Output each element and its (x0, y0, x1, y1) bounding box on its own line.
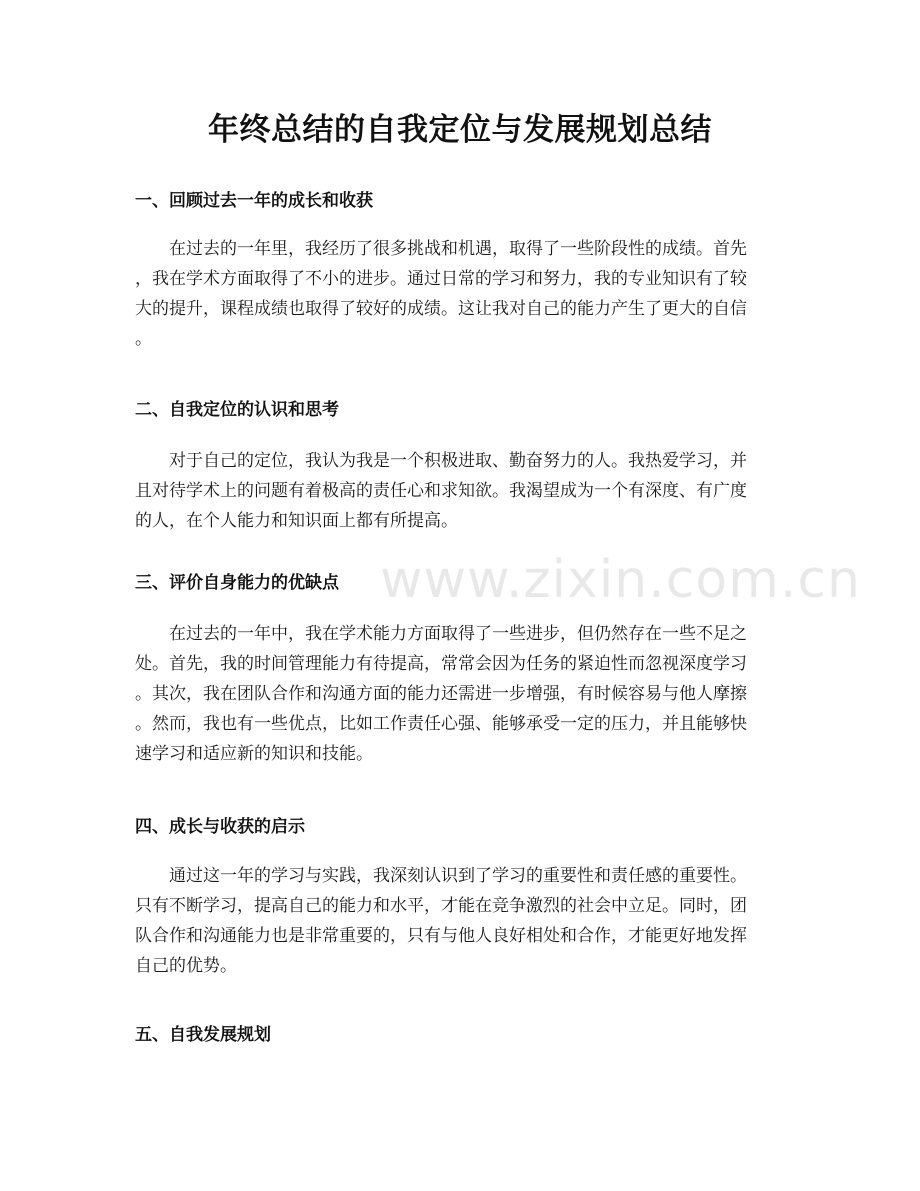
document-title: 年终总结的自我定位与发展规划总结 (208, 112, 712, 148)
section-heading-1: 一、回顾过去一年的成长和收获 (135, 191, 373, 211)
paragraph-line: 在过去的一年里，我经历了很多挑战和机遇，取得了一些阶段性的成绩。首先 (169, 239, 747, 259)
paragraph-line: 对于自己的定位，我认为我是一个积极进取、勤奋努力的人。我热爱学习，并 (169, 451, 747, 471)
watermark: www.zixin.com.cn (380, 550, 861, 610)
paragraph-line: 处。首先，我的时间管理能力有待提高，常常会因为任务的紧迫性而忽视深度学习 (135, 654, 747, 674)
paragraph-line: 。然而，我也有一些优点，比如工作责任心强、能够承受一定的压力，并且能够快 (135, 714, 747, 734)
section-heading-2: 二、自我定位的认识和思考 (135, 400, 339, 420)
section-paragraph-3 (135, 619, 785, 769)
paragraph-line: 的人，在个人能力和知识面上都有所提高。 (135, 511, 458, 531)
paragraph-line: 自己的优势。 (135, 956, 237, 976)
paragraph-line: 速学习和适应新的知识和技能。 (135, 744, 373, 764)
paragraph-line: ，我在学术方面取得了不小的进步。通过日常的学习和努力，我的专业知识有了较 (135, 269, 747, 289)
section-paragraph-1 (135, 234, 785, 354)
paragraph-line: 只有不断学习，提高自己的能力和水平，才能在竞争激烈的社会中立足。同时，团 (135, 896, 747, 916)
section-heading-3: 三、评价自身能力的优缺点 (135, 573, 339, 593)
paragraph-line: 。 (135, 329, 152, 349)
section-heading-4: 四、成长与收获的启示 (135, 817, 305, 837)
paragraph-line: 大的提升，课程成绩也取得了较好的成绩。这让我对自己的能力产生了更大的自信 (135, 299, 747, 319)
paragraph-line: 在过去的一年中，我在学术能力方面取得了一些进步，但仍然存在一些不足之 (169, 624, 747, 644)
paragraph-line: 通过这一年的学习与实践，我深刻认识到了学习的重要性和责任感的重要性。 (169, 866, 747, 886)
section-paragraph-2 (135, 446, 785, 536)
section-heading-5: 五、自我发展规划 (135, 1025, 271, 1045)
paragraph-line: 。其次，我在团队合作和沟通方面的能力还需进一步增强，有时候容易与他人摩擦 (135, 684, 747, 704)
paragraph-line: 且对待学术上的问题有着极高的责任心和求知欲。我渴望成为一个有深度、有广度 (135, 481, 747, 501)
section-paragraph-4 (135, 861, 785, 981)
paragraph-line: 队合作和沟通能力也是非常重要的，只有与他人良好相处和合作，才能更好地发挥 (135, 926, 747, 946)
